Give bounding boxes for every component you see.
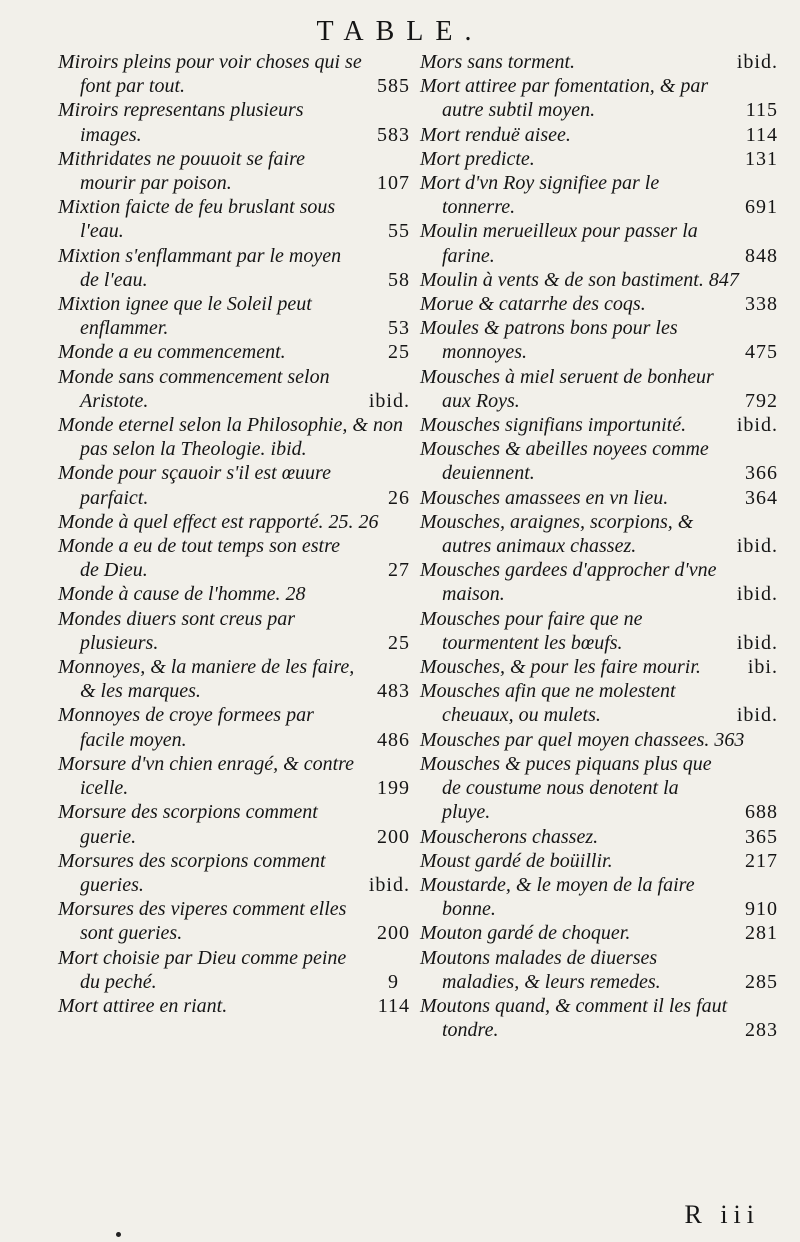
entry-text: Mort d'vn Roy signifiee par le tonnerre.	[420, 172, 660, 219]
entry-text: Mousches, & pour les faire mourir.	[420, 656, 701, 679]
page-number: ibid.	[368, 389, 410, 412]
index-entry	[58, 703, 414, 751]
page-number: ibid.	[736, 583, 778, 606]
entry-text: Mondes diuers sont creus par plusieurs.	[58, 607, 296, 654]
page-number: 200	[377, 825, 410, 848]
index-entry: Mort choisie par Dieu comme peine du peché. 9	[58, 946, 399, 993]
index-entry	[58, 98, 414, 146]
index-entry	[58, 582, 414, 606]
index-entry	[420, 946, 782, 994]
index-entry	[58, 994, 414, 1018]
page-number: 285	[745, 970, 778, 993]
entry-text: Mixtion ignee que le Soleil peut enflammer.	[58, 293, 312, 340]
index-entry	[58, 849, 414, 897]
index-entry	[420, 316, 782, 364]
entry-text: Morue & catarrhe des coqs.	[420, 293, 646, 316]
index-entry: Monde a eu de tout temps son estre de Dieu. 27	[58, 535, 410, 582]
index-entry	[420, 147, 782, 171]
entry-text: Mousches à miel seruent de bonheur aux Roys.	[420, 365, 714, 412]
entry-text: Morsures des scorpions comment gueries.	[58, 849, 326, 896]
page-number: 365	[745, 825, 778, 848]
entry-text: Mithridates ne pouuoit se faire mourir par poison.	[58, 147, 306, 195]
page-number: 475	[745, 341, 778, 364]
index-entry	[58, 147, 414, 195]
entry-text: Monde à cause de l'homme. 28	[58, 583, 306, 606]
entry-text: Miroirs representans plusieurs images.	[58, 99, 304, 146]
index-entry: Monde pour sçauoir s'il est œuure parfaict. 26	[58, 462, 410, 509]
entry-text: Mouscherons chassez.	[420, 825, 599, 848]
entry-text: Monde a eu commencement.	[58, 341, 286, 364]
page-number: ibid.	[736, 535, 778, 558]
index-entry	[420, 50, 782, 74]
index-entry	[58, 800, 414, 848]
index-entry: Mondes diuers sont creus par plusieurs. 25	[58, 607, 410, 654]
index-entry	[58, 50, 414, 98]
entry-text: Moulin merueilleux pour passer la farine.	[420, 220, 698, 267]
index-entry: Monde a eu commencement. 25	[58, 341, 410, 364]
page-number: ibid.	[736, 704, 778, 727]
index-entry	[420, 994, 782, 1042]
index-entry	[58, 510, 414, 534]
entry-text: Mixtion faicte de feu bruslant sous l'eau.	[58, 196, 336, 243]
entry-text: Moustarde, & le moyen de la faire bonne.	[420, 873, 695, 921]
index-entry	[420, 486, 782, 510]
ink-dot	[116, 1232, 121, 1237]
entry-text: Monnoyes, & la maniere de les faire, & les marques.	[58, 656, 355, 703]
page-number: 115	[745, 99, 778, 122]
entry-text: Monde à quel effect est rapporté. 25. 26	[58, 510, 379, 533]
index-entry: Mixtion ignee que le Soleil peut enflammer. 53	[58, 293, 410, 340]
entry-text: Moules & patrons bons pour les monnoyes.	[420, 317, 678, 364]
index-entry	[58, 752, 414, 800]
index-entry	[58, 897, 414, 945]
page-number: 281	[745, 922, 778, 945]
entry-text: Mousches signifians importunité.	[420, 414, 687, 437]
page-number: ibid.	[368, 873, 410, 896]
entry-text: Mousches afin que ne molestent cheuaux, ou mulets.	[420, 680, 676, 727]
entry-text: Mouton gardé de choquer.	[420, 922, 631, 945]
index-entry	[420, 510, 782, 558]
index-entry	[420, 849, 782, 873]
entry-text: Mousches pour faire que ne tourmentent les bœufs.	[420, 607, 643, 654]
page-number: ibid.	[736, 414, 778, 437]
index-entry	[420, 123, 782, 147]
entry-text: Monde a eu de tout temps son estre de Dieu.	[58, 535, 340, 582]
entry-text: Moutons quand, & comment il les faut tondre.	[420, 994, 728, 1042]
entry-text: Mousches & abeilles noyees comme deuiennent.	[420, 438, 709, 485]
entry-text: Mors sans torment.	[420, 51, 576, 73]
entry-text: Morsure d'vn chien enragé, & contre icelle.	[58, 752, 355, 800]
index-entry	[420, 728, 782, 752]
page-number: 366	[745, 462, 778, 485]
entry-text: Mixtion s'enflammant par le moyen de l'eau.	[58, 244, 342, 291]
entry-text: Monde eternel selon la Philosophie, & non pas selon la Theologie. ibid.	[58, 414, 403, 461]
index-entry	[58, 413, 414, 461]
page-number: 338	[745, 293, 778, 316]
page-number: 107	[377, 172, 410, 195]
page-number: 364	[745, 486, 778, 509]
index-entry	[420, 558, 782, 606]
entry-text: Morsure des scorpions comment guerie.	[58, 801, 318, 848]
index-entry	[420, 655, 782, 679]
page-number: 848	[745, 244, 778, 267]
index-entry	[420, 365, 782, 413]
page-number: 691	[745, 196, 778, 219]
index-entry	[420, 921, 782, 945]
index-entry	[420, 268, 782, 292]
index-entry	[420, 413, 782, 437]
page-number: ibid.	[736, 51, 778, 73]
index-entry	[58, 655, 414, 703]
index-entry	[420, 679, 782, 727]
page-number: ibid.	[736, 631, 778, 654]
index-entry	[58, 365, 414, 413]
left-column	[58, 50, 414, 1018]
index-entry	[420, 873, 782, 921]
right-column	[420, 50, 782, 1042]
entry-text: Morsures des viperes comment elles sont gueries.	[58, 898, 347, 945]
page-number: 688	[745, 801, 778, 824]
page-number: 200	[377, 922, 410, 945]
entry-text: Miroirs pleins pour voir choses qui se font par tout.	[58, 51, 362, 98]
index-entry	[420, 219, 782, 267]
page-number: 585	[377, 75, 410, 98]
entry-text: Monde pour sçauoir s'il est œuure parfaict.	[58, 462, 331, 509]
page-number: 583	[377, 123, 410, 146]
signature-mark: R iii	[684, 1200, 760, 1229]
index-entry	[420, 437, 782, 485]
page-number: 199	[377, 777, 410, 800]
index-entry	[420, 171, 782, 219]
entry-text: Mousches par quel moyen chassees. 363	[420, 728, 745, 751]
entry-text: Mort attiree par fomentation, & par autre subtil moyen.	[420, 75, 709, 122]
entry-text: Mort renduë aisee.	[420, 123, 571, 146]
page-number: 114	[377, 994, 410, 1017]
page-number: ibi.	[747, 656, 778, 679]
index-entry	[420, 607, 782, 655]
entry-text: Moutons malades de diuerses maladies, & leurs remedes.	[420, 946, 661, 993]
entry-text: Mort choisie par Dieu comme peine du peché.	[58, 946, 347, 993]
page-number: 792	[745, 389, 778, 412]
entry-text: Mort predicte.	[420, 147, 535, 170]
page-number: 910	[745, 898, 778, 921]
entry-text: Moulin à vents & de son bastiment. 847	[420, 268, 739, 291]
entry-text: Monnoyes de croye formees par facile moyen.	[58, 704, 314, 751]
page-number: 283	[745, 1019, 778, 1042]
index-entry: Mixtion s'enflammant par le moyen de l'eau. 58	[58, 244, 410, 291]
page-number: 486	[377, 728, 410, 751]
entry-text: Mort attiree en riant.	[58, 994, 228, 1017]
page-number: 114	[745, 123, 778, 146]
index-entry	[420, 292, 782, 316]
index-entry	[420, 74, 782, 122]
page-header: TABLE.	[316, 16, 484, 47]
page-number: 483	[377, 680, 410, 703]
entry-text: Mousches, araignes, scorpions, & autres animaux chassez.	[420, 510, 694, 558]
page-number: 217	[745, 849, 778, 872]
index-entry	[420, 752, 782, 825]
entry-text: Monde sans commencement selon Aristote.	[58, 365, 330, 412]
index-entry	[420, 825, 782, 849]
entry-text: Moust gardé de boüillir.	[420, 849, 613, 872]
page-number: 131	[745, 147, 778, 170]
entry-text: Mousches amassees en vn lieu.	[420, 486, 669, 509]
index-entry: Mixtion faicte de feu bruslant sous l'eau. 55	[58, 196, 410, 243]
entry-text: Mousches & puces piquans plus que de coustume nous denotent la pluye.	[420, 752, 712, 824]
entry-text: Mousches gardees d'approcher d'vne maison.	[420, 559, 717, 606]
